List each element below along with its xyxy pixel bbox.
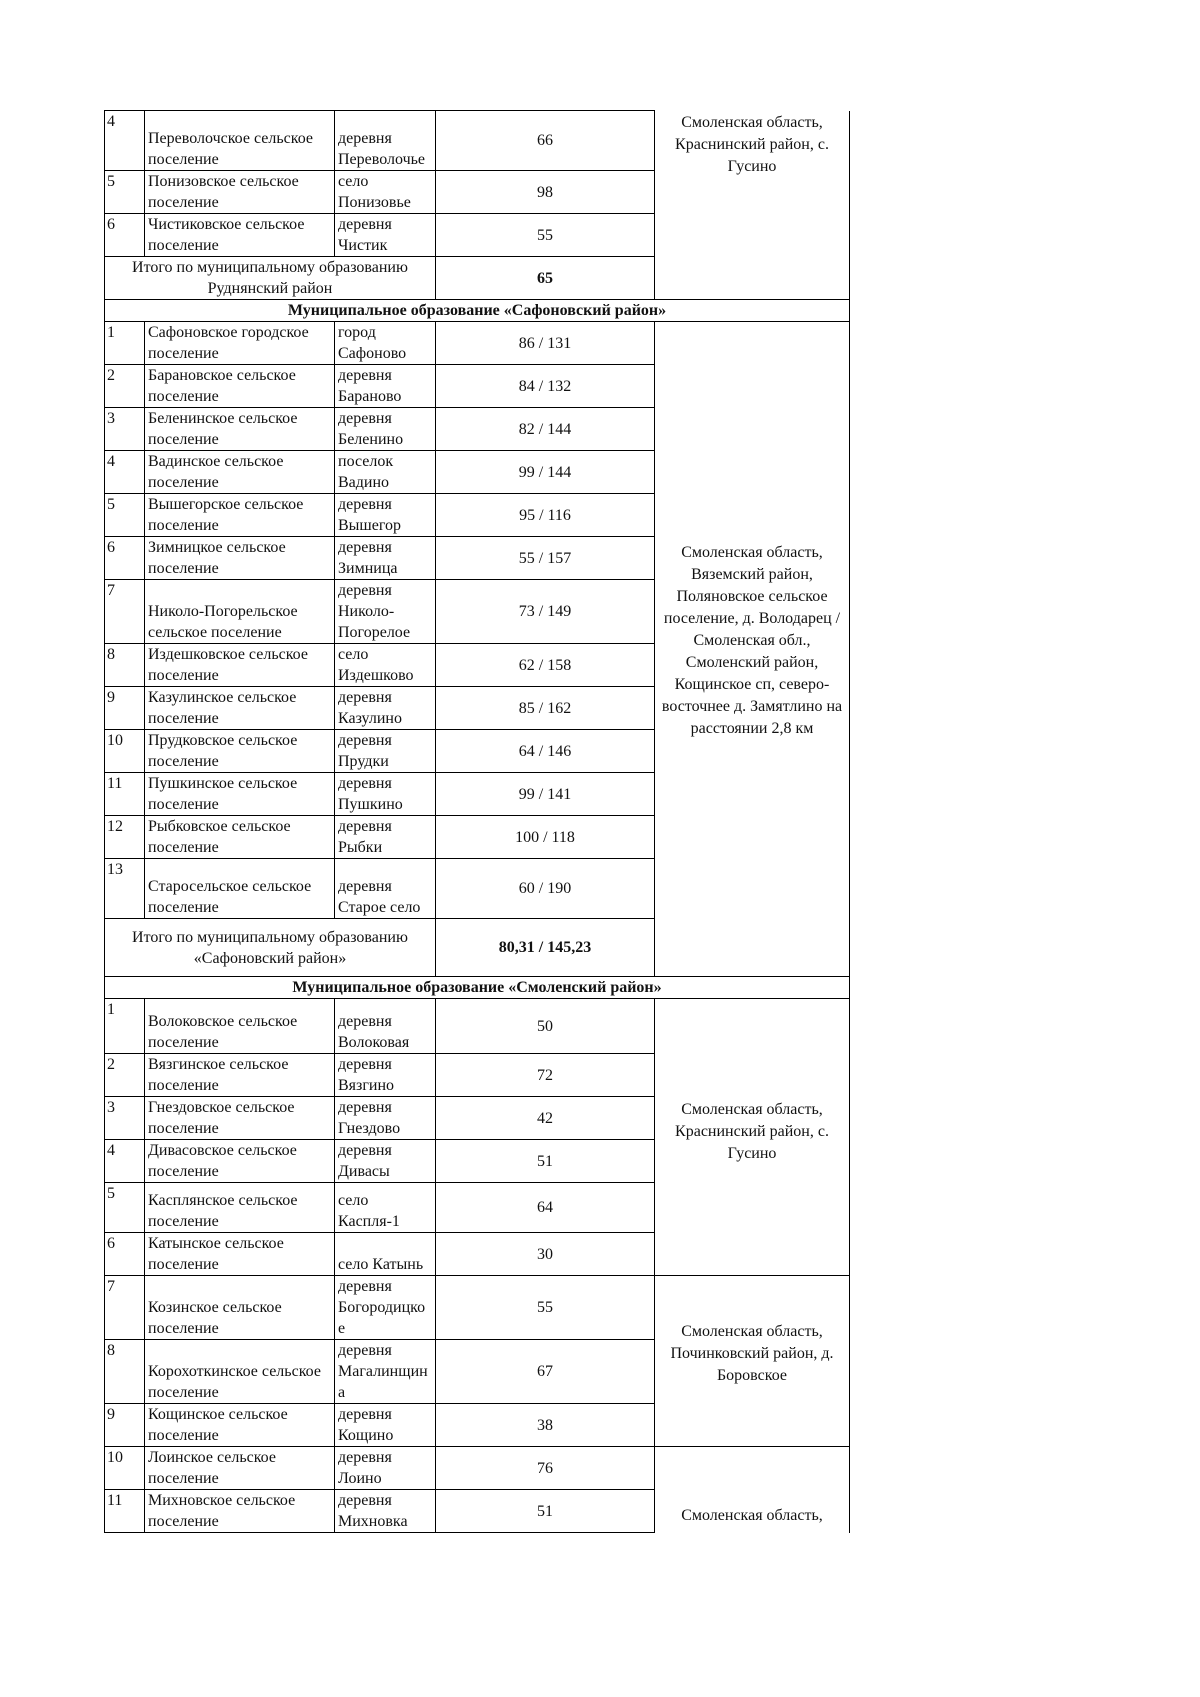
settlement-name: деревня Магалинщина [335, 1340, 436, 1404]
municipality-name: Беленинское сельское поселение [145, 408, 335, 451]
settlement-name: деревня Зимница [335, 537, 436, 580]
row-number: 8 [105, 1340, 145, 1404]
row-number: 10 [105, 730, 145, 773]
municipality-name: Издешковское сельское поселение [145, 644, 335, 687]
row-value: 72 [436, 1054, 655, 1097]
row-number: 5 [105, 494, 145, 537]
municipality-name: Казулинское сельское поселение [145, 687, 335, 730]
table-row [105, 1276, 850, 1340]
location-cell: Смоленская область, Починковский район, д. Боровское [655, 1276, 850, 1447]
location-cell: Смоленская область, [655, 1447, 850, 1533]
document-table-wrapper [104, 110, 850, 1533]
row-number: 6 [105, 1233, 145, 1276]
row-number: 10 [105, 1447, 145, 1490]
settlement-name: деревня Бараново [335, 365, 436, 408]
row-value: 95 / 116 [436, 494, 655, 537]
row-value: 42 [436, 1097, 655, 1140]
row-value: 38 [436, 1404, 655, 1447]
municipality-name: Сафоновское городское поселение [145, 322, 335, 365]
row-number: 11 [105, 773, 145, 816]
section-header-row [105, 977, 850, 999]
row-number: 9 [105, 687, 145, 730]
row-number: 4 [105, 111, 145, 171]
municipality-name: Волоковское сельское поселение [145, 999, 335, 1054]
settlement-name: село Понизовье [335, 171, 436, 214]
section-header-row [105, 300, 850, 322]
settlement-name: деревня Гнездово [335, 1097, 436, 1140]
row-value: 51 [436, 1140, 655, 1183]
municipality-name: Старосельское сельское поселение [145, 859, 335, 919]
settlement-name: деревня Михновка [335, 1490, 436, 1533]
row-number: 1 [105, 322, 145, 365]
row-value: 62 / 158 [436, 644, 655, 687]
row-value: 55 [436, 1276, 655, 1340]
settlement-name: село Катынь [335, 1233, 436, 1276]
table-body [105, 111, 850, 1533]
row-value: 99 / 141 [436, 773, 655, 816]
municipality-name: Переволочское сельское поселение [145, 111, 335, 171]
settlement-name: деревня Старое село [335, 859, 436, 919]
row-number: 5 [105, 171, 145, 214]
row-value: 67 [436, 1340, 655, 1404]
municipality-name: Понизовское сельское поселение [145, 171, 335, 214]
municipality-name: Гнездовское сельское поселение [145, 1097, 335, 1140]
row-value: 85 / 162 [436, 687, 655, 730]
row-value: 64 [436, 1183, 655, 1233]
municipality-name: Барановское сельское поселение [145, 365, 335, 408]
row-value: 99 / 144 [436, 451, 655, 494]
settlement-name: деревня Вышегор [335, 494, 436, 537]
row-value: 73 / 149 [436, 580, 655, 644]
total-value: 65 [436, 257, 655, 300]
settlement-name: город Сафоново [335, 322, 436, 365]
municipality-name: Рыбковское сельское поселение [145, 816, 335, 859]
total-label: Итого по муниципальному образованию Руднянский район [105, 257, 436, 300]
settlement-name: деревня Казулино [335, 687, 436, 730]
row-number: 9 [105, 1404, 145, 1447]
municipality-name: Зимницкое сельское поселение [145, 537, 335, 580]
row-number: 11 [105, 1490, 145, 1533]
row-number: 7 [105, 1276, 145, 1340]
table-row [105, 111, 850, 171]
settlement-name: деревня Волоковая [335, 999, 436, 1054]
row-number: 5 [105, 1183, 145, 1233]
settlement-name: деревня Пушкино [335, 773, 436, 816]
row-number: 8 [105, 644, 145, 687]
row-number: 2 [105, 1054, 145, 1097]
row-value: 84 / 132 [436, 365, 655, 408]
location-cell: Смоленская область, Краснинский район, с. Гусино [655, 111, 850, 300]
row-number: 13 [105, 859, 145, 919]
settlement-name: поселок Вадино [335, 451, 436, 494]
settlement-name: деревня Вязгино [335, 1054, 436, 1097]
municipality-name: Козинское сельское поселение [145, 1276, 335, 1340]
row-value: 64 / 146 [436, 730, 655, 773]
row-number: 6 [105, 537, 145, 580]
municipality-name: Касплянское сельское поселение [145, 1183, 335, 1233]
row-value: 76 [436, 1447, 655, 1490]
row-number: 6 [105, 214, 145, 257]
municipality-name: Вышегорское сельское поселение [145, 494, 335, 537]
row-value: 98 [436, 171, 655, 214]
municipality-name: Прудковское сельское поселение [145, 730, 335, 773]
row-value: 55 [436, 214, 655, 257]
municipality-name: Корохоткинское сельское поселение [145, 1340, 335, 1404]
section-title: Муниципальное образование «Сафоновский район» [105, 300, 850, 322]
municipality-name: Катынское сельское поселение [145, 1233, 335, 1276]
settlements-table [104, 110, 850, 1533]
row-number: 4 [105, 451, 145, 494]
row-value: 66 [436, 111, 655, 171]
section-title: Муниципальное образование «Смоленский район» [105, 977, 850, 999]
settlement-name: деревня Дивасы [335, 1140, 436, 1183]
settlement-name: деревня Богородицкое [335, 1276, 436, 1340]
municipality-name: Вязгинское сельское поселение [145, 1054, 335, 1097]
settlement-name: деревня Прудки [335, 730, 436, 773]
table-row [105, 999, 850, 1054]
municipality-name: Лоинское сельское поселение [145, 1447, 335, 1490]
settlement-name: деревня Рыбки [335, 816, 436, 859]
row-value: 51 [436, 1490, 655, 1533]
row-number: 2 [105, 365, 145, 408]
row-number: 12 [105, 816, 145, 859]
row-number: 3 [105, 408, 145, 451]
row-number: 7 [105, 580, 145, 644]
total-label: Итого по муниципальному образованию «Сафоновский район» [105, 919, 436, 977]
row-number: 4 [105, 1140, 145, 1183]
settlement-name: село Издешково [335, 644, 436, 687]
municipality-name: Кощинское сельское поселение [145, 1404, 335, 1447]
settlement-name: деревня Чистик [335, 214, 436, 257]
settlement-name: село Каспля-1 [335, 1183, 436, 1233]
settlement-name: деревня Николо-Погорелое [335, 580, 436, 644]
row-value: 60 / 190 [436, 859, 655, 919]
settlement-name: деревня Беленино [335, 408, 436, 451]
settlement-name: деревня Кощино [335, 1404, 436, 1447]
row-value: 100 / 118 [436, 816, 655, 859]
municipality-name: Николо-Погорельское сельское поселение [145, 580, 335, 644]
location-cell: Смоленская область, Краснинский район, с. Гусино [655, 999, 850, 1276]
total-value: 80,31 / 145,23 [436, 919, 655, 977]
row-number: 1 [105, 999, 145, 1054]
row-number: 3 [105, 1097, 145, 1140]
municipality-name: Вадинское сельское поселение [145, 451, 335, 494]
row-value: 50 [436, 999, 655, 1054]
municipality-name: Михновское сельское поселение [145, 1490, 335, 1533]
municipality-name: Дивасовское сельское поселение [145, 1140, 335, 1183]
table-row [105, 322, 850, 365]
municipality-name: Пушкинское сельское поселение [145, 773, 335, 816]
settlement-name: деревня Лоино [335, 1447, 436, 1490]
row-value: 30 [436, 1233, 655, 1276]
table-row [105, 1447, 850, 1490]
location-cell: Смоленская область, Вяземский район, Поляновское сельское поселение, д. Володарец / Смоленская обл., Смоленский район, Кощинское сп, северо-восточнее д. Замятлино на расстоянии 2,8 км [655, 322, 850, 977]
row-value: 55 / 157 [436, 537, 655, 580]
row-value: 86 / 131 [436, 322, 655, 365]
row-value: 82 / 144 [436, 408, 655, 451]
municipality-name: Чистиковское сельское поселение [145, 214, 335, 257]
settlement-name: деревня Переволочье [335, 111, 436, 171]
